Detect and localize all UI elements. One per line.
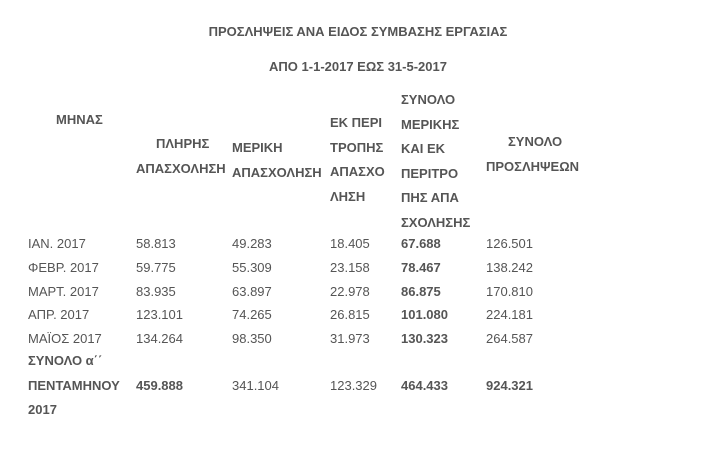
header-rotation	[330, 111, 385, 209]
month-cell: ΜΑΪΟΣ 2017	[28, 331, 102, 346]
header-line: ΛΗΣΗ	[330, 188, 366, 204]
header-line: ΣΥΝΟΛΟ	[508, 134, 563, 149]
rotation-cell: 31.973	[330, 331, 370, 346]
part-time-cell: 49.283	[232, 236, 272, 251]
full-time-cell: 134.264	[136, 331, 183, 346]
hires-total-cell: 126.501	[486, 236, 533, 251]
header-line: ΚΑΙ ΕΚ	[401, 141, 446, 156]
month-cell: ΜΑΡΤ. 2017	[28, 284, 99, 299]
header-month	[56, 108, 103, 133]
rotation-cell: 18.405	[330, 236, 370, 251]
part-rotation-total-cell: 464.433	[401, 378, 448, 393]
header-line: ΠΡΟΣΛΗΨΕΩΝ	[486, 158, 580, 174]
full-time-cell: 58.813	[136, 236, 176, 251]
header-line: ΑΠΑΣΧΟ	[330, 164, 385, 179]
hires-total-cell: 224.181	[486, 307, 533, 322]
hires-total-cell: 170.810	[486, 284, 533, 299]
rotation-cell: 23.158	[330, 260, 370, 275]
hires-total-cell: 264.587	[486, 331, 533, 346]
part-time-cell: 98.350	[232, 331, 272, 346]
part-time-cell: 55.309	[232, 260, 272, 275]
page-subtitle: ΑΠΟ 1-1-2017 ΕΩΣ 31-5-2017	[269, 59, 447, 74]
total-label-line: ΣΥΝΟΛΟ α΄΄	[28, 353, 103, 368]
full-time-cell: 59.775	[136, 260, 176, 275]
part-time-cell: 341.104	[232, 378, 279, 393]
header-line: ΜΕΡΙΚΗΣ	[401, 116, 460, 132]
header-line: ΜΗΝΑΣ	[56, 112, 103, 127]
header-part-time	[232, 136, 322, 185]
full-time-cell: 83.935	[136, 284, 176, 299]
header-line: ΤΡΟΠΗΣ	[330, 139, 384, 155]
part-rotation-total-cell: 130.323	[401, 331, 448, 346]
month-cell: ΙΑΝ. 2017	[28, 236, 86, 251]
page-title: ΠΡΟΣΛΗΨΕΙΣ ΑΝΑ ΕΙΔΟΣ ΣΥΜΒΑΣΗΣ ΕΡΓΑΣΙΑΣ	[208, 24, 508, 39]
month-cell: ΑΠΡ. 2017	[28, 307, 90, 322]
part-rotation-total-cell: 67.688	[401, 236, 441, 251]
header-line: ΠΗΣ ΑΠΑ	[401, 190, 459, 205]
part-rotation-total-cell: 101.080	[401, 307, 448, 322]
part-time-cell: 63.897	[232, 284, 272, 299]
full-time-cell: 459.888	[136, 378, 183, 393]
month-cell: ΦΕΒΡ. 2017	[28, 260, 99, 275]
part-rotation-total-cell: 78.467	[401, 260, 441, 275]
header-line: ΑΠΑΣΧΟΛΗΣΗ	[136, 160, 226, 176]
header-line: ΠΕΡΙΤΡΟ	[401, 165, 459, 181]
header-full-time	[136, 132, 226, 181]
rotation-cell: 22.978	[330, 284, 370, 299]
total-label-line: ΠΕΝΤΑΜΗΝΟΥ	[28, 377, 120, 393]
header-line: ΣΥΝΟΛΟ	[401, 92, 456, 107]
header-line: ΕΚ ΠΕΡΙ	[330, 115, 383, 130]
header-part-rotation-total	[401, 88, 470, 235]
hires-total-cell: 138.242	[486, 260, 533, 275]
total-label	[28, 349, 120, 423]
full-time-cell: 123.101	[136, 307, 183, 322]
rotation-cell: 123.329	[330, 378, 377, 393]
header-line: ΣΧΟΛΗΣΗΣ	[401, 214, 471, 230]
header-line: ΠΛΗΡΗΣ	[156, 136, 210, 151]
header-hires-total	[486, 130, 579, 179]
part-time-cell: 74.265	[232, 307, 272, 322]
total-label-line: 2017	[28, 402, 57, 417]
rotation-cell: 26.815	[330, 307, 370, 322]
header-line: ΜΕΡΙΚΗ	[232, 140, 283, 155]
part-rotation-total-cell: 86.875	[401, 284, 441, 299]
header-line: ΑΠΑΣΧΟΛΗΣΗ	[232, 164, 322, 180]
hires-total-cell: 924.321	[486, 378, 533, 393]
